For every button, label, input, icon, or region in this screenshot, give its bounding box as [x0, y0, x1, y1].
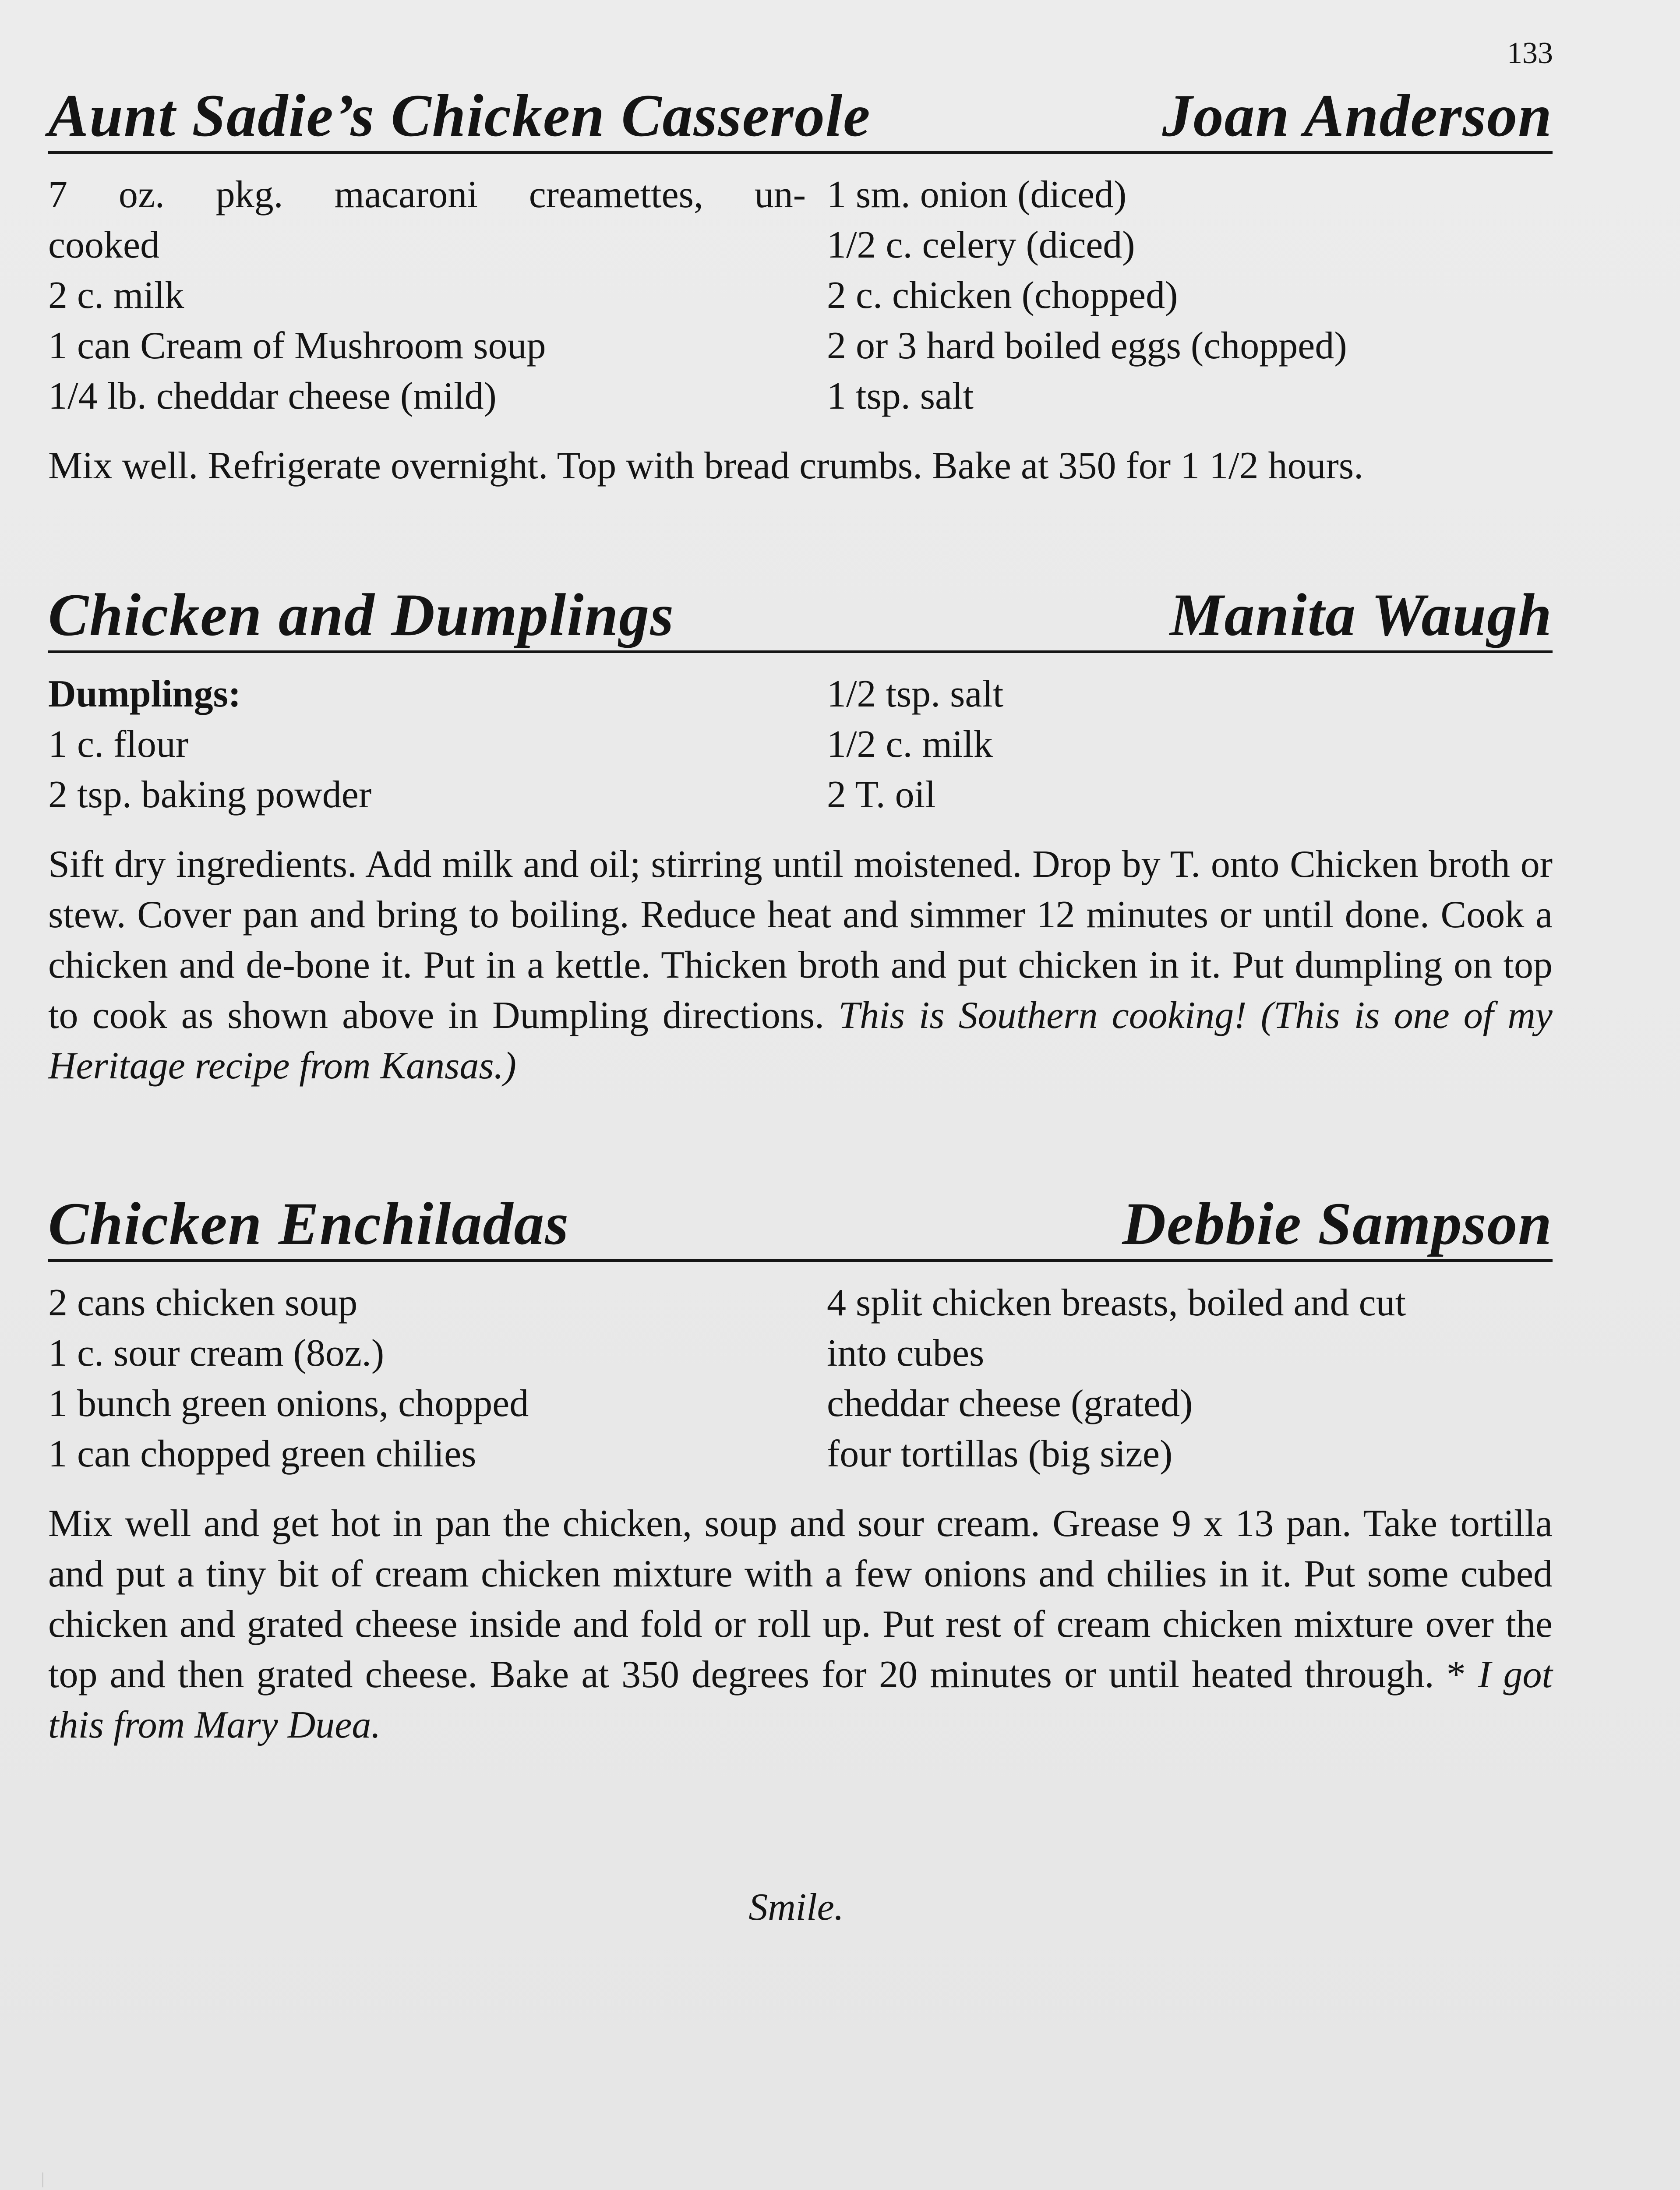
- recipe-note: I got this from Mary Duea.: [48, 1653, 1553, 1746]
- recipe-aunt-sadies-chicken-casserole: [48, 81, 1553, 530]
- ingredient-line: 2 cans chicken soup: [48, 1282, 358, 1324]
- ingredients: [48, 1278, 1553, 1479]
- ingredient-line: cooked: [48, 224, 160, 266]
- ingredients-left-column: [48, 170, 815, 421]
- ingredient-line: 2 T. oil: [827, 774, 936, 816]
- recipe-note: This is Southern cooking! (This is one of my Heritage recipe from Kansas.): [48, 994, 1553, 1087]
- recipe-title: Chicken and Dumplings: [48, 581, 675, 648]
- recipe-author: Manita Waugh: [1169, 581, 1553, 648]
- recipe-chicken-and-dumplings: [48, 580, 1553, 1130]
- ingredients: [48, 170, 1553, 421]
- recipe-header: [48, 1189, 1553, 1262]
- ingredient-line: 1 c. sour cream (8oz.): [48, 1332, 385, 1374]
- ingredient-line: 1/2 tsp. salt: [827, 673, 1004, 715]
- recipe-title: Aunt Sadie’s Chicken Casserole: [48, 82, 871, 149]
- ingredient-line: 1 c. flour: [48, 723, 189, 766]
- recipe-author: Joan Anderson: [1162, 82, 1553, 149]
- ingredients-right-column: [815, 1278, 1544, 1479]
- ingredients-right-column: [815, 669, 1544, 820]
- ingredient-line: 1 bunch green onions, chopped: [48, 1382, 529, 1425]
- ingredient-line: 2 or 3 hard boiled eggs (chopped): [827, 325, 1347, 367]
- ingredient-line: 2 tsp. baking powder: [48, 774, 372, 816]
- ingredient-line: 1 tsp. salt: [827, 375, 974, 417]
- ingredients-right-column: [815, 170, 1544, 421]
- ingredient-line: 1/2 c. milk: [827, 723, 993, 766]
- ingredient-line: 1 can Cream of Mushroom soup: [48, 325, 546, 367]
- recipe-title: Chicken Enchiladas: [48, 1190, 570, 1257]
- scan-mark: [42, 2172, 52, 2187]
- recipe-directions: [48, 441, 1553, 491]
- recipe-author: Debbie Sampson: [1122, 1190, 1553, 1257]
- ingredient-line: 1/2 c. celery (diced): [827, 224, 1135, 266]
- directions-text: Mix well and get hot in pan the chicken, soup and sour cream. Grease 9 x 13 pan. Take tortilla and put a tiny bit of cream chicken mixture with a few onions and chilies in it. Put some cubed chicken and grated cheese inside and fold or roll up. Put rest of cream chicken mixture over the top and then grated cheese. Bake at 350 degrees for 20 minutes or until heated through. *: [48, 1502, 1553, 1696]
- ingredient-line: 1 sm. onion (diced): [827, 173, 1127, 216]
- ingredients-left-column: [48, 669, 815, 820]
- ingredient-line: 2 c. milk: [48, 274, 184, 317]
- directions-text: Sift dry ingredients. Add milk and oil; stirring until moistened. Drop by T. onto Chicken broth or stew. Cover pan and bring to boiling. Reduce heat and simmer 12 minutes or until done. Cook a chicken and de-bone it. Put in a kettle. Thicken broth and put chicken in it. Put dumpling on top to cook as shown above in Dumpling directions.: [48, 843, 1553, 1037]
- ingredient-line: into cubes: [827, 1332, 985, 1374]
- ingredient-line: four tortillas (big size): [827, 1433, 1173, 1475]
- ingredient-line: 2 c. chicken (chopped): [827, 274, 1178, 317]
- page-number: 133: [1507, 36, 1553, 70]
- ingredients-heading: Dumplings:: [48, 673, 241, 715]
- recipe-chicken-enchiladas: [48, 1189, 1553, 1789]
- directions-text: Mix well. Refrigerate overnight. Top with bread crumbs. Bake at 350 for 1 1/2 hours.: [48, 445, 1364, 487]
- recipe-header: [48, 580, 1553, 653]
- ingredient-line: cheddar cheese (grated): [827, 1382, 1193, 1425]
- ingredient-line: 4 split chicken breasts, boiled and cut: [827, 1282, 1406, 1324]
- recipe-directions: [48, 839, 1553, 1091]
- ingredient-line: 1 can chopped green chilies: [48, 1433, 476, 1475]
- recipe-header: [48, 81, 1553, 154]
- recipe-directions: [48, 1498, 1553, 1750]
- ingredient-line: 1/4 lb. cheddar cheese (mild): [48, 375, 497, 417]
- ingredient-line: 7 oz. pkg. macaroni creamettes, un-: [48, 173, 806, 216]
- closing-text: Smile.: [748, 1886, 844, 1929]
- ingredients: [48, 669, 1553, 820]
- ingredients-left-column: [48, 1278, 815, 1479]
